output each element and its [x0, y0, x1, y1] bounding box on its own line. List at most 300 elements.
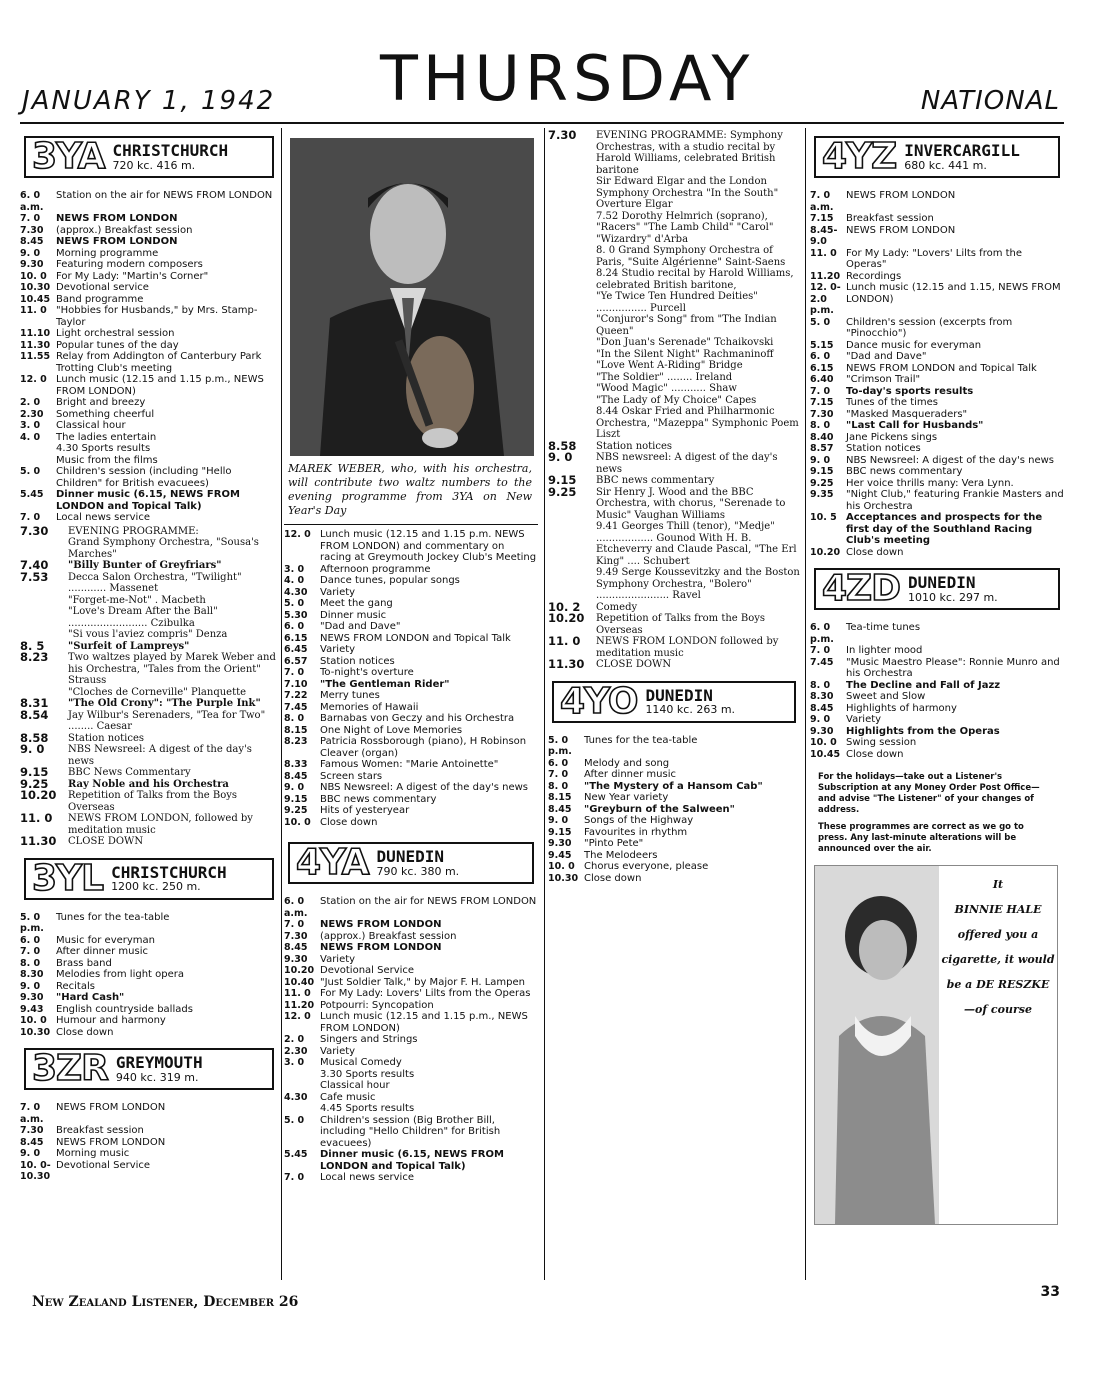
schedule-row: [20, 569, 278, 595]
schedule-row: [284, 954, 538, 966]
schedule-item: Close down: [846, 546, 904, 558]
schedule-time: 7.22: [284, 690, 308, 701]
schedule-time: 3. 0: [284, 563, 305, 575]
schedule-row: [284, 598, 538, 610]
schedule-item: "Dad and Dave": [846, 351, 927, 362]
schedule-row: [284, 610, 538, 622]
schedule-time: 5. 0 p.m.: [20, 911, 44, 934]
schedule-row: [284, 1034, 538, 1046]
schedule-row: [810, 443, 1064, 455]
schedule-item: Children's session (excerpts from "Pinocchio"): [846, 316, 1013, 339]
schedule-item: BBC news commentary: [846, 466, 963, 477]
schedule-time: 5. 0: [284, 598, 305, 609]
schedule-time: 9.15: [548, 826, 572, 838]
schedule-item: 9.41 Georges Thill (tenor), "Medje" .................. Gounod With H. B. Etcheverry and Claude Pascal, "The Erl King" .... Schubert: [596, 521, 797, 567]
schedule-row: [284, 1046, 538, 1058]
schedule-time: 9.15: [548, 473, 577, 487]
schedule-item: NEWS FROM LONDON followed by meditation music: [596, 636, 779, 659]
schedule-row: [548, 211, 800, 246]
schedule-row: [548, 636, 800, 659]
schedule-time: 8.45: [20, 1136, 44, 1148]
schedule-item: BBC news commentary: [596, 475, 715, 486]
evening-schedule-4ya: [548, 130, 800, 671]
station-callsign: 3YL: [32, 857, 104, 899]
schedule-time: 9.30: [20, 259, 44, 270]
schedule-item: Variety: [320, 953, 356, 965]
schedule-time: 10.20: [810, 546, 841, 558]
schedule-row: [20, 595, 278, 607]
schedule-row: [20, 537, 278, 560]
schedule-item: "Love Went A-Riding" Bridge: [596, 360, 743, 371]
schedule-item: "The Soldier" ........ Ireland: [596, 371, 733, 383]
schedule-row: [20, 1125, 278, 1137]
schedule-time: 7.30: [20, 523, 49, 538]
schedule-time: 8.45: [548, 803, 572, 815]
schedule-time: 2. 0: [284, 1034, 305, 1045]
schedule-row: [548, 268, 800, 291]
station-callsign: 4YO: [560, 680, 638, 722]
schedule-row: [548, 815, 800, 827]
schedule-row: [284, 725, 538, 737]
schedule-row: [284, 713, 538, 725]
schedule-row: [548, 484, 800, 522]
schedule-item: "The Old Crony": "The Purple Ink": [68, 698, 261, 709]
schedule-item: Humour and harmony: [56, 1015, 166, 1026]
column-divider: [544, 128, 545, 1280]
advertisement-text: [939, 866, 1057, 1224]
schedule-row: [548, 395, 800, 407]
schedule-time: 7. 0: [284, 919, 305, 930]
schedule-item: Famous Women: "Marie Antoinette": [320, 759, 499, 770]
schedule-row: [810, 340, 1064, 352]
schedule-item: 8. 0 Grand Symphony Orchestra of Paris, "Suite Algérienne" Saint-Saens: [596, 245, 786, 268]
schedule-row: [20, 629, 278, 641]
schedule-item: Melody and song: [584, 757, 670, 769]
schedule-time: 6. 0: [810, 351, 831, 362]
schedule-item: Variety: [320, 1045, 356, 1057]
schedule-item: Tunes for the tea-table: [584, 734, 698, 746]
schedule-item: Acceptances and prospects for the first day of the Southland Racing Club's meeting: [846, 512, 1043, 546]
schedule-row: [20, 305, 278, 328]
schedule-4yz: [810, 190, 1064, 558]
schedule-item: Repetition of Talks from the Boys Overseas: [68, 790, 238, 813]
schedule-row: [20, 981, 278, 993]
schedule-item: BBC news commentary: [320, 793, 437, 805]
schedule-row: [20, 236, 278, 248]
schedule-item: "Wood Magic" ........... Shaw: [596, 383, 737, 394]
schedule-time: 9.25: [284, 805, 308, 816]
schedule-4ya: [284, 896, 538, 1184]
schedule-item: "Billy Bunter of Greyfriars": [68, 560, 222, 571]
schedule-item: Light orchestral session: [56, 328, 175, 339]
station-frequency: 790 kc. 380 m.: [376, 864, 460, 878]
schedule-row: [810, 749, 1064, 761]
schedule-time: 9.43: [20, 1003, 44, 1015]
schedule-item: Grand Symphony Orchestra, "Sousa's Marches": [68, 537, 259, 560]
schedule-row: [548, 838, 800, 850]
schedule-item: Variety: [320, 586, 356, 598]
schedule-time: [20, 537, 68, 560]
station-name: INVERCARGILL: [904, 141, 1020, 161]
schedule-item: NEWS FROM LONDON: [320, 942, 442, 953]
schedule-time: 6. 0: [548, 757, 569, 769]
schedule-time: 7. 0: [284, 1172, 305, 1183]
schedule-item: BBC News Commentary: [68, 767, 191, 778]
schedule-row: [284, 759, 538, 771]
header-rule: [20, 122, 1064, 124]
station-name: GREYMOUTH: [115, 1053, 203, 1073]
schedule-row: [20, 652, 278, 687]
schedule-row: [548, 792, 800, 804]
schedule-time: 11. 0: [548, 634, 581, 648]
schedule-item: Close down: [846, 748, 904, 760]
schedule-item: Music for everyman: [56, 934, 156, 946]
schedule-time: 8.45: [20, 236, 44, 247]
schedule-item: Highlights of harmony: [846, 702, 957, 714]
schedule-item: Songs of the Highway: [584, 815, 694, 826]
schedule-item: Local news service: [320, 1172, 414, 1183]
schedule-item: "Hard Cash": [56, 992, 125, 1003]
schedule-time: 10.45: [20, 293, 51, 305]
schedule-time: [548, 360, 596, 372]
schedule-item: NBS newsreel: A digest of the day's news: [596, 452, 778, 475]
station-callsign: 4ZD: [822, 568, 901, 609]
ad-line: cigarette, it would: [941, 953, 1055, 966]
schedule-row: [548, 804, 800, 816]
schedule-time: [548, 176, 596, 211]
schedule-item: Lunch music (12.15 and 1.15, NEWS FROM LONDON): [846, 282, 1061, 305]
schedule-item: Sweet and Slow: [846, 691, 926, 702]
schedule-item: Station on the air for NEWS FROM LONDON: [56, 190, 273, 201]
schedule-time: 11. 0: [284, 988, 311, 999]
schedule-row: [810, 455, 1064, 467]
schedule-row: [284, 1115, 538, 1150]
schedule-time: 7.30: [284, 930, 308, 942]
schedule-row: [20, 1027, 278, 1039]
schedule-row: [810, 622, 1064, 645]
schedule-time: 12. 0: [20, 374, 47, 385]
schedule-item: (approx.) Breakfast session: [56, 224, 193, 236]
schedule-item: Her voice thrills many: Vera Lynn.: [846, 477, 1014, 489]
schedule-time: 9. 0: [284, 782, 305, 793]
schedule-row: [20, 455, 278, 467]
schedule-item: "Ye Twice Ten Hundred Deities" ................ Purcell: [596, 291, 758, 314]
schedule-row: [284, 1092, 538, 1104]
schedule-time: 11.30: [20, 834, 57, 848]
marek-weber-photo: [290, 138, 534, 456]
schedule-row: [20, 225, 278, 237]
schedule-time: 7.45: [810, 656, 834, 668]
schedule-time: 8.31: [20, 696, 49, 710]
schedule-row: [810, 282, 1064, 317]
schedule-item: Brass band: [56, 957, 112, 969]
schedule-item: Sir Edward Elgar and the London Symphony Orchestra "In the South" Overture Elgar: [596, 176, 779, 210]
schedule-row: [284, 942, 538, 954]
schedule-time: 9. 0: [548, 815, 569, 826]
schedule-row: [810, 409, 1064, 421]
schedule-time: 9.30: [548, 838, 572, 849]
schedule-time: 11.30: [20, 339, 51, 351]
schedule-row: [284, 1057, 538, 1069]
schedule-row: [810, 512, 1064, 547]
schedule-time: 6. 0 a.m.: [20, 190, 44, 213]
schedule-item: "The Lady of My Choice" Capes: [596, 394, 757, 406]
schedule-row: [284, 656, 538, 668]
schedule-time: 10. 0: [284, 816, 311, 828]
schedule-time: 8. 0: [284, 713, 305, 724]
schedule-time: [548, 268, 596, 291]
schedule-row: [548, 291, 800, 314]
schedule-item: Close down: [584, 872, 642, 884]
schedule-time: [20, 595, 68, 607]
schedule-row: [284, 896, 538, 919]
schedule-item: NEWS FROM LONDON, followed by meditation music: [68, 813, 253, 836]
schedule-time: 7.10: [284, 678, 308, 690]
schedule-item: To-day's sports results: [846, 385, 974, 397]
network-label: NATIONAL: [920, 86, 1060, 116]
schedule-time: 3. 0: [284, 1057, 305, 1068]
schedule-row: [20, 687, 278, 699]
station-name: DUNEDIN: [908, 573, 976, 593]
schedule-item: Melodies from light opera: [56, 969, 184, 980]
schedule-item: To-night's overture: [320, 667, 414, 678]
schedule-time: 7.15: [810, 213, 834, 224]
schedule-time: 5. 0: [810, 316, 831, 328]
schedule-row: [810, 190, 1064, 213]
schedule-item: Station notices: [320, 655, 395, 667]
station-frequency: 940 kc. 319 m.: [115, 1070, 199, 1084]
schedule-time: 9.30: [20, 992, 44, 1003]
schedule-item: Lunch music (12.15 and 1.15 p.m., NEWS FROM LONDON): [320, 1011, 528, 1034]
schedule-time: 7.30: [20, 224, 44, 236]
schedule-time: 8.15: [284, 724, 308, 736]
station-callsign: 3ZR: [32, 1048, 108, 1089]
station-header-4ya: [288, 842, 534, 884]
schedule-item: Something cheerful: [56, 408, 155, 420]
schedule-time: [284, 1103, 320, 1115]
schedule-item: Variety: [320, 644, 356, 655]
schedule-item: "Last Call for Husbands": [846, 420, 984, 431]
schedule-row: [284, 805, 538, 817]
schedule-item: "Pinto Pete": [584, 838, 644, 849]
schedule-time: 9.15: [810, 466, 834, 477]
schedule-row: [810, 680, 1064, 692]
schedule-row: [548, 452, 800, 475]
schedule-row: [20, 560, 278, 572]
schedule-time: 9. 0: [20, 742, 45, 756]
schedule-time: 12. 0: [284, 529, 311, 540]
schedule-item: NEWS FROM LONDON: [56, 1136, 166, 1148]
schedule-time: 11.55: [20, 351, 51, 362]
schedule-time: 8. 0: [20, 957, 41, 969]
schedule-row: [20, 443, 278, 455]
schedule-time: 10. 5: [810, 512, 837, 523]
ad-line: BINNIE HALE: [954, 903, 1042, 916]
schedule-time: 7. 0: [20, 213, 41, 224]
schedule-row: [548, 406, 800, 441]
schedule-time: 10.20: [548, 611, 585, 625]
schedule-time: 8.45: [810, 702, 834, 714]
schedule-item: Morning music: [56, 1148, 130, 1159]
schedule-item: Lunch music (12.15 and 1.15 p.m., NEWS FROM LONDON): [56, 374, 264, 397]
schedule-time: 4. 0: [284, 575, 305, 586]
schedule-row: [20, 374, 278, 397]
schedule-item: Dance music for everyman: [846, 339, 982, 351]
station-frequency: 1140 kc. 263 m.: [645, 703, 736, 717]
schedule-time: 11.20: [284, 999, 315, 1011]
schedule-time: 10. 2: [548, 599, 581, 614]
schedule-time: [548, 521, 596, 567]
schedule-time: [548, 211, 596, 246]
schedule-time: 9.15: [20, 765, 49, 779]
schedule-row: [284, 564, 538, 576]
schedule-item: NBS Newsreel: A digest of the day's news: [68, 744, 252, 767]
schedule-time: 8.30: [810, 691, 834, 702]
schedule-time: 9.25: [548, 484, 577, 499]
schedule-time: 8.58: [548, 438, 577, 453]
schedule-time: 10. 0: [20, 1015, 47, 1026]
schedule-row: [548, 475, 800, 487]
station-name: DUNEDIN: [376, 847, 444, 867]
schedule-row: [548, 176, 800, 211]
schedule-time: 7. 0 a.m.: [810, 190, 834, 213]
schedule-row: [284, 977, 538, 989]
schedule-time: [284, 1069, 320, 1081]
schedule-row: [284, 633, 538, 645]
schedule-row: [810, 726, 1064, 738]
schedule-item: NEWS FROM LONDON: [846, 224, 956, 236]
schedule-time: [548, 245, 596, 268]
column-divider: [281, 128, 282, 1280]
schedule-time: 6.15: [810, 362, 834, 374]
schedule-row: [284, 988, 538, 1000]
schedule-item: "Don Juan's Serenade" Tchaikovski: [596, 337, 774, 348]
schedule-item: Devotional service: [56, 282, 149, 293]
schedule-row: [548, 735, 800, 758]
schedule-item: Merry tunes: [320, 690, 380, 701]
schedule-item: "Conjuror's Song" from "The Indian Queen": [596, 314, 777, 337]
schedule-item: "In the Silent Night" Rachmaninoff: [596, 348, 774, 360]
schedule-item: EVENING PROGRAMME: Symphony Orchestras, with a studio recital by Harold Williams, celebrated British baritone: [596, 130, 783, 176]
schedule-time: 6. 0: [20, 934, 41, 946]
schedule-item: The Decline and Fall of Jazz: [846, 679, 1001, 691]
schedule-item: Music from the films: [56, 454, 158, 466]
schedule-time: [548, 567, 596, 602]
schedule-item: Devotional Service: [56, 1159, 151, 1171]
schedule-row: [20, 1015, 278, 1027]
schedule-time: 3. 0: [20, 420, 41, 431]
schedule-row: [20, 813, 278, 836]
schedule-item: Dance tunes, popular songs: [320, 575, 460, 586]
schedule-item: "Love's Dream After the Ball" ......................... Czibulka: [68, 606, 218, 629]
schedule-time: 5.45: [284, 1149, 308, 1160]
schedule-item: Station notices: [596, 440, 673, 452]
schedule-time: 8. 5: [20, 638, 45, 653]
schedule-row: [20, 776, 278, 791]
schedule-item: Afternoon programme: [320, 563, 431, 575]
schedule-item: Decca Salon Orchestra, "Twilight" ............ Massenet: [68, 571, 242, 594]
schedule-time: 2.30: [20, 408, 44, 420]
schedule-item: Dinner music (6.15, NEWS FROM LONDON and Topical Talk): [56, 489, 240, 512]
schedule-item: NBS Newsreel: A digest of the day's news: [320, 782, 529, 793]
schedule-item: Comedy: [596, 601, 638, 613]
schedule-time: 8. 0: [548, 780, 569, 792]
schedule-time: 2. 0: [20, 397, 41, 408]
schedule-row: [20, 340, 278, 352]
schedule-item: "Forget-me-Not" . Macbeth: [68, 594, 206, 606]
schedule-item: Popular tunes of the day: [56, 339, 179, 351]
schedule-time: 8.40: [810, 431, 834, 443]
schedule-row: [810, 466, 1064, 478]
schedule-time: [20, 606, 68, 629]
schedule-row: [20, 351, 278, 374]
schedule-item: CLOSE DOWN: [68, 836, 144, 847]
schedule-item: The ladies entertain: [56, 431, 157, 443]
subscription-note: For the holidays—take out a Listener's Subscription at any Money Order Post Office—and advise "The Listener" of your changes of address.: [818, 772, 1040, 815]
schedule-row: [20, 638, 278, 653]
station-header-4zd: [814, 568, 1060, 610]
schedule-time: 6.45: [284, 644, 308, 655]
schedule-time: 8.45-9.0: [810, 224, 838, 247]
schedule-row: [810, 248, 1064, 271]
station-callsign: 4YA: [296, 842, 369, 883]
schedule-time: 9. 0: [20, 247, 41, 259]
schedule-time: [548, 383, 596, 395]
schedule-time: 9.25: [810, 477, 834, 489]
schedule-item: English countryside ballads: [56, 1003, 193, 1015]
schedule-row: [20, 958, 278, 970]
schedule-item: 3.30 Sports results: [320, 1068, 415, 1080]
schedule-time: [548, 395, 596, 407]
schedule-item: Children's session (including "Hello Children" for British evacuees): [56, 466, 232, 489]
schedule-item: Recitals: [56, 980, 95, 992]
schedule-item: Tunes for the tea-table: [56, 911, 170, 923]
schedule-item: Tea-time tunes: [846, 622, 921, 633]
schedule-row: [20, 698, 278, 710]
schedule-row: [284, 702, 538, 714]
schedule-time: 8. 0: [810, 420, 831, 431]
schedule-time: 11.30: [548, 657, 585, 671]
schedule-item: New Year variety: [584, 792, 669, 803]
schedule-row: [284, 1000, 538, 1012]
schedule-time: 4. 0: [20, 431, 41, 443]
schedule-item: Featuring modern composers: [56, 259, 203, 270]
schedule-item: Chorus everyone, please: [584, 861, 709, 872]
schedule-time: [20, 455, 56, 467]
schedule-time: 10. 0: [20, 270, 47, 282]
schedule-row: [810, 432, 1064, 444]
schedule-time: 9. 0: [20, 980, 41, 992]
schedule-row: [810, 213, 1064, 225]
schedule-item: Close down: [320, 816, 378, 828]
schedule-time: 8.23: [284, 736, 308, 747]
schedule-time: 8.57: [810, 443, 834, 454]
schedule-row: [20, 935, 278, 947]
schedule-item: Dinner music (6.15, NEWS FROM LONDON and Topical Talk): [320, 1149, 504, 1172]
schedule-row: [20, 1137, 278, 1149]
schedule-time: 7. 0: [20, 512, 41, 523]
schedule-time: 11.10: [20, 328, 51, 339]
schedule-row: [548, 383, 800, 395]
schedule-item: "Hobbies for Husbands," by Mrs. Stamp-Taylor: [56, 305, 258, 328]
schedule-item: The Melodeers: [584, 849, 658, 861]
ad-line: —of course: [964, 1003, 1032, 1016]
schedule-row: [548, 349, 800, 361]
schedule-time: 9.30: [284, 953, 308, 965]
press-note: These programmes are correct as we go to press. Any last-minute alterations will be announced over the air.: [818, 822, 1024, 854]
schedule-item: Variety: [846, 714, 882, 725]
schedule-item: Hits of yesteryear: [320, 805, 410, 816]
